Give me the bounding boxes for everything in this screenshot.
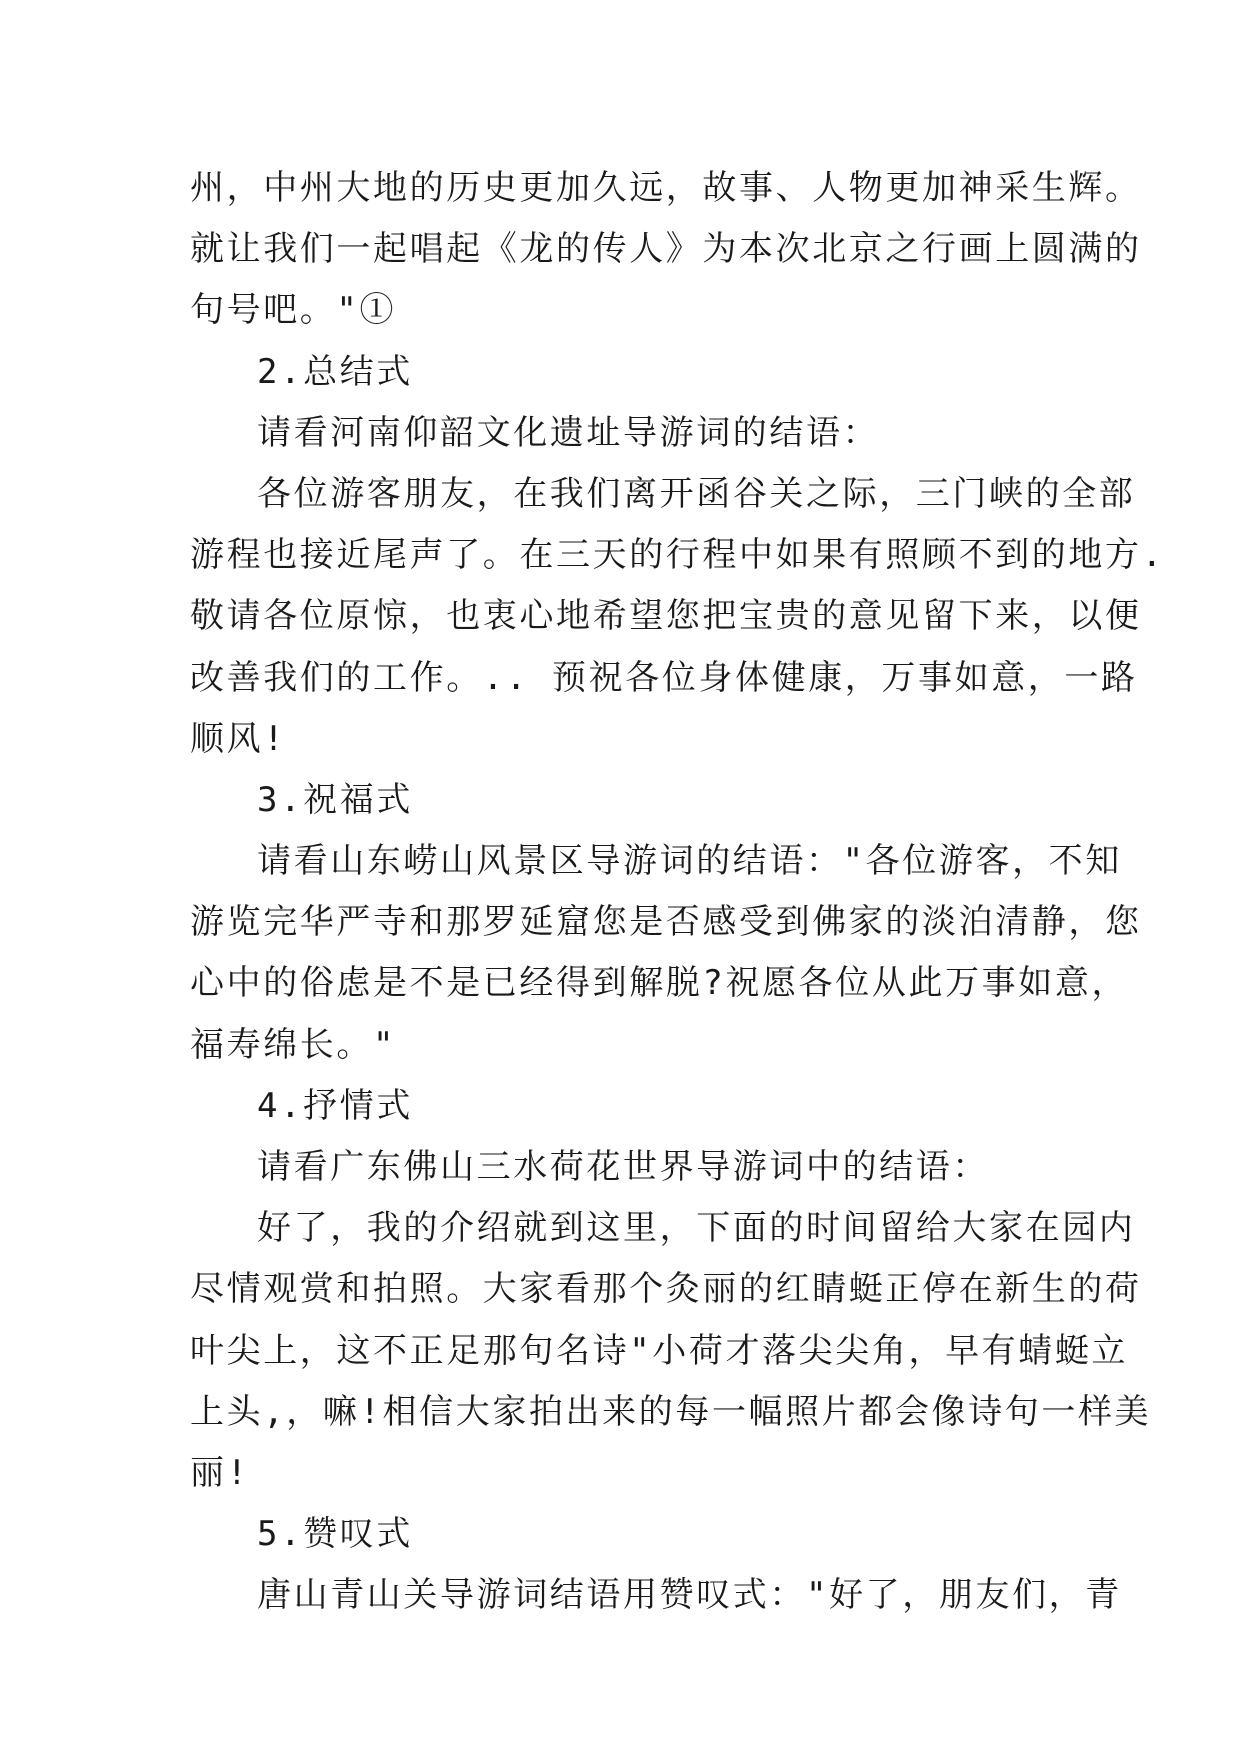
text-line: 改善我们的工作。.. 预祝各位身体健康，万事如意，一路 xyxy=(190,657,1138,698)
text-line: 游程也接近尾声了。在三天的行程中如果有照顾不到的地方. xyxy=(190,535,1165,576)
text-line: 叶尖上，这不正足那句名诗"小荷才落尖尖角，早有蜻蜓立 xyxy=(190,1330,1129,1371)
text-line: 唐山青山关导游词结语用赞叹式："好了，朋友们，青 xyxy=(257,1575,1122,1616)
text-line: 好了，我的介绍就到这里，下面的时间留给大家在园内 xyxy=(257,1208,1136,1249)
text-line: 上头,，嘛!相信大家拍出来的每一幅照片都会像诗句一样美 xyxy=(190,1391,1152,1432)
text-line: 请看山东崂山风景区导游词的结语："各位游客，不知 xyxy=(257,841,1122,882)
text-line: 心中的俗虑是不是已经得到解脱?祝愿各位从此万事如意， xyxy=(190,963,1129,1004)
text-line: 各位游客朋友，在我们离开函谷关之际，三门峡的全部 xyxy=(257,473,1136,514)
text-line: 句号吧。"① xyxy=(190,290,397,331)
section-heading-5: 5.赞叹式 xyxy=(257,1514,413,1555)
text-line: 福寿绵长。" xyxy=(190,1024,397,1065)
text-line: 游览完华严寺和那罗延窟您是否感受到佛家的淡泊清静，您 xyxy=(190,902,1142,943)
text-line: 请看河南仰韶文化遗址导游词的结语： xyxy=(257,412,880,453)
body-text xyxy=(190,158,1165,1627)
text-line: 敬请各位原惊，也衷心地希望您把宝贵的意见留下来，以便 xyxy=(190,596,1142,637)
section-heading-3: 3.祝福式 xyxy=(257,779,413,820)
text-line: 请看广东佛山三水荷花世界导游词中的结语： xyxy=(257,1147,989,1187)
text-line: 州，中州大地的历史更加久远，故事、人物更加神采生辉。 xyxy=(190,168,1142,208)
section-heading-2: 2.总结式 xyxy=(257,351,413,392)
section-heading-4: 4.抒情式 xyxy=(257,1085,413,1126)
text-line: 丽! xyxy=(190,1452,250,1493)
text-line: 尽情观赏和拍照。大家看那个灸丽的红睛蜓正停在新生的荷 xyxy=(190,1269,1142,1310)
text-line: 顺风! xyxy=(190,718,287,759)
text-line: 就让我们一起唱起《龙的传人》为本次北京之行画上圆满的 xyxy=(190,229,1142,270)
